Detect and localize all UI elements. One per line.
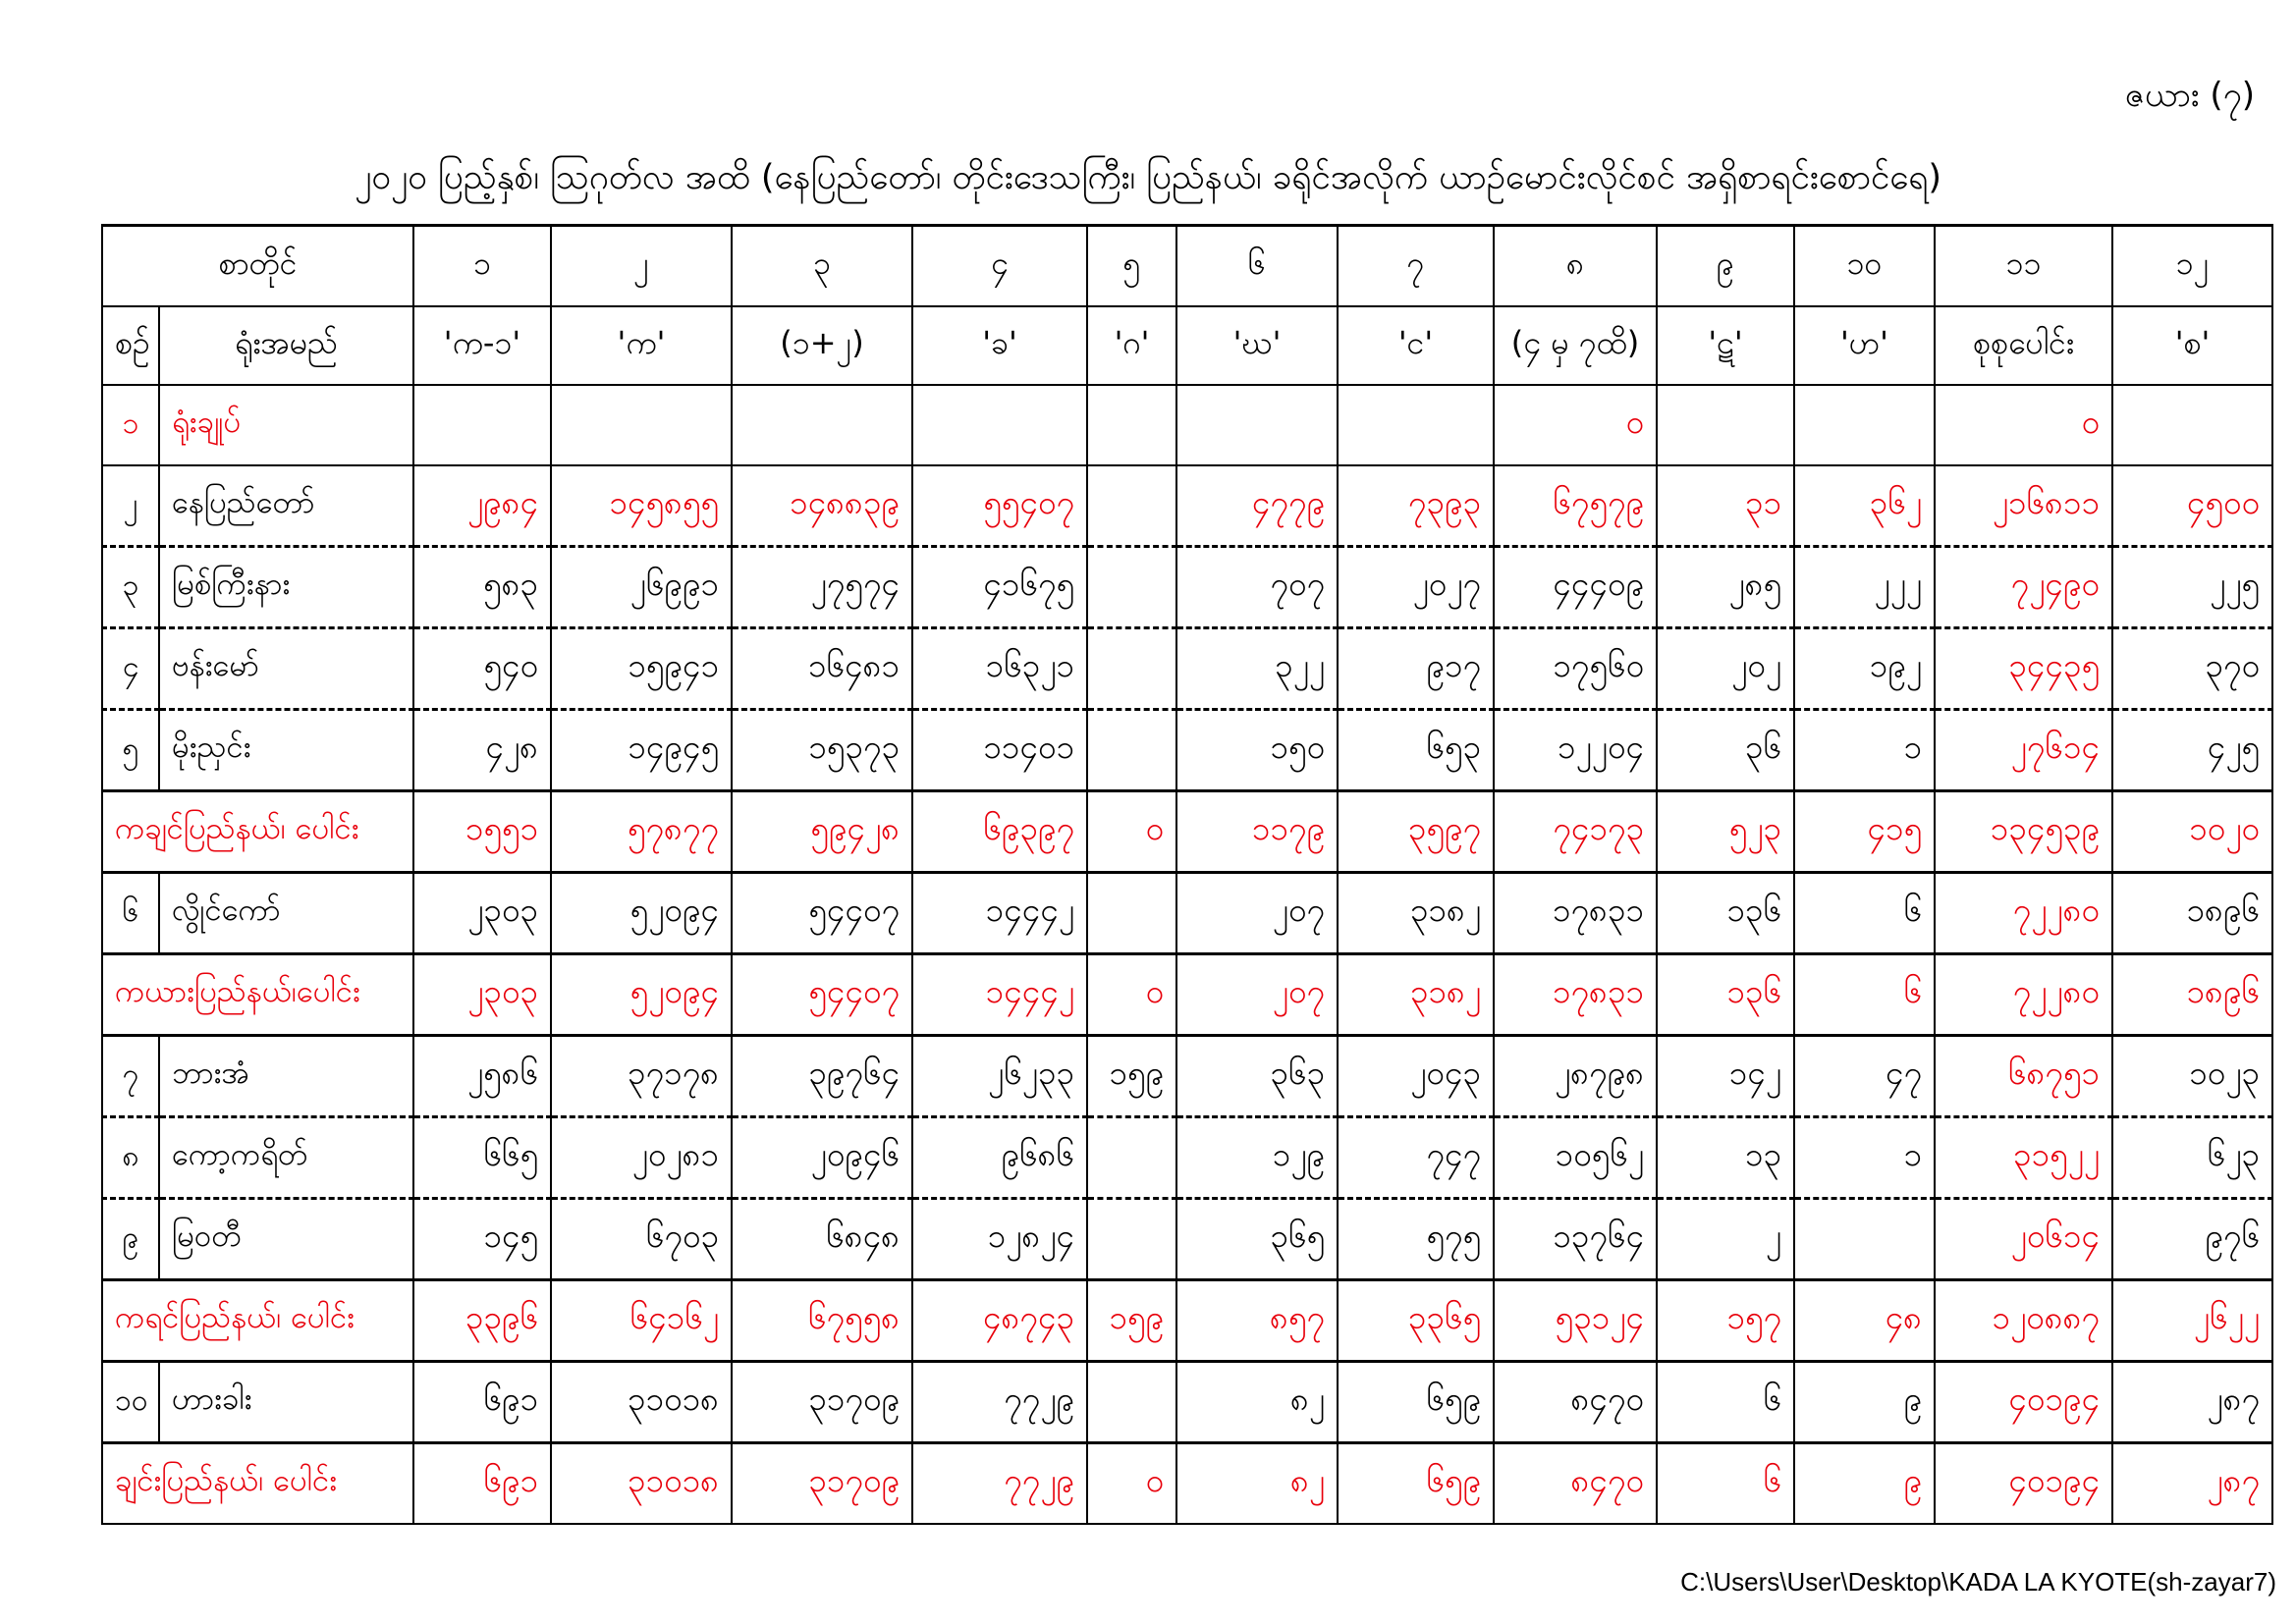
license-type-header: 'စ'	[2112, 306, 2272, 385]
office-name: ဟားခါး	[159, 1362, 413, 1443]
table-cell	[1087, 873, 1176, 954]
table-cell: ၇၇၂၉	[912, 1443, 1087, 1525]
table-cell: ၆၇၅၇၉	[1494, 465, 1657, 547]
table-cell: ၈၄၇၀	[1494, 1443, 1657, 1525]
table-cell	[1087, 1117, 1176, 1199]
table-number-label: ဇယား (၇)	[2124, 76, 2255, 115]
license-table	[101, 224, 2273, 1525]
table-cell: ၃၁	[1657, 465, 1794, 547]
table-cell	[1176, 385, 1338, 465]
table-cell: ၆၂၃	[2112, 1117, 2272, 1199]
table-cell: ၆၅၃	[1338, 710, 1494, 791]
table-cell: ၃၆	[1657, 710, 1794, 791]
table-cell: ၂၈၅	[1657, 547, 1794, 628]
table-cell: ၀	[1087, 954, 1176, 1036]
table-cell: ၀	[1087, 1443, 1176, 1525]
serial-number: ၅	[102, 710, 159, 791]
table-cell: ၁၄၅	[413, 1199, 551, 1280]
table-row	[102, 1280, 2272, 1362]
table-cell: ၅၉၄၂၈	[732, 791, 912, 873]
table-cell: ၁၇၈၃၁	[1494, 954, 1657, 1036]
table-cell: ၁၄၈၈၃၉	[732, 465, 912, 547]
table-cell: ၁၃	[1657, 1117, 1794, 1199]
table-cell: ၁၅၀	[1176, 710, 1338, 791]
table-cell	[1087, 547, 1176, 628]
table-cell: ၁၈၉၆	[2112, 954, 2272, 1036]
table-cell: ၉၁၇	[1338, 628, 1494, 710]
table-cell: ၆၆၅	[413, 1117, 551, 1199]
table-cell	[1338, 385, 1494, 465]
page-title: ၂၀၂၀ ပြည့်နှစ်၊ ဩဂုတ်လ အထိ (နေပြည်တော်၊ တိုင်းဒေသကြီး၊ ပြည်နယ်၊ ခရိုင်အလိုက် ယာဉ်မောင်းလိုင်စင် အရှိစာရင်းစောင်ရေ)	[355, 158, 1941, 197]
table-cell: ၂၇၅၇၄	[732, 547, 912, 628]
table-cell: ၁၁၇၉	[1176, 791, 1338, 873]
table-cell: ၁	[1794, 710, 1935, 791]
table-cell: ၁၂၈၂၄	[912, 1199, 1087, 1280]
table-row	[102, 1362, 2272, 1443]
table-cell: ၂	[1657, 1199, 1794, 1280]
table-cell: ၃၁၀၁၈	[551, 1443, 732, 1525]
table-cell: ၂၃၀၃	[413, 954, 551, 1036]
table-cell: ၂၇၆၁၄	[1935, 710, 2112, 791]
table-cell	[1087, 1362, 1176, 1443]
table-cell: ၃၁၈၂	[1338, 873, 1494, 954]
table-cell: ၃၆၂	[1794, 465, 1935, 547]
table-cell: ၃၁၇၀၉	[732, 1362, 912, 1443]
table-cell: ၆၉၃၉၇	[912, 791, 1087, 873]
table-cell: ၃၁၇၀၉	[732, 1443, 912, 1525]
table-cell: ၀	[1494, 385, 1657, 465]
table-cell: ၉၇၆	[2112, 1199, 2272, 1280]
table-cell: ၂၆၂၃၃	[912, 1036, 1087, 1117]
table-cell: ၂၀၂၇	[1338, 547, 1494, 628]
table-cell	[551, 385, 732, 465]
table-cell: ၂၀၉၄၆	[732, 1117, 912, 1199]
column-number: ၂	[551, 226, 732, 307]
table-cell: ၂၂၅	[2112, 547, 2272, 628]
table-cell: ၃၂၂	[1176, 628, 1338, 710]
column-number: ၁၂	[2112, 226, 2272, 307]
table-cell: ၁၄၉၄၅	[551, 710, 732, 791]
table-cell: ၁၅၉၄၁	[551, 628, 732, 710]
table-cell: ၇၂၂၈၀	[1935, 873, 2112, 954]
table-cell: ၃၃၆၅	[1338, 1280, 1494, 1362]
table-cell: ၇၄၁၇၃	[1494, 791, 1657, 873]
table-cell	[912, 385, 1087, 465]
column-number: ၅	[1087, 226, 1176, 307]
table-cell: ၄၄၄၀၉	[1494, 547, 1657, 628]
table-cell: ၄၁၆၇၅	[912, 547, 1087, 628]
table-cell	[1794, 385, 1935, 465]
table-cell: ၇၂၄၉၀	[1935, 547, 2112, 628]
office-name: ဗန်းမော်	[159, 628, 413, 710]
table-cell: ၁၇၅၆၀	[1494, 628, 1657, 710]
table-row	[102, 954, 2272, 1036]
table-cell: ၁၄၄၄၂	[912, 954, 1087, 1036]
subtotal-label: ကရင်ပြည်နယ်၊ ပေါင်း	[102, 1280, 413, 1362]
table-cell: ၂၀၇	[1176, 873, 1338, 954]
license-type-header: (၁+၂)	[732, 306, 912, 385]
table-cell: ၅၄၄၀၇	[732, 954, 912, 1036]
table-cell: ၁၅၇	[1657, 1280, 1794, 1362]
table-cell	[413, 385, 551, 465]
table-cell: ၅၅၄၀၇	[912, 465, 1087, 547]
table-cell: ၆၉၁	[413, 1362, 551, 1443]
subtotal-label: ကယားပြည်နယ်၊ပေါင်း	[102, 954, 413, 1036]
table-cell: ၁၆၃၂၁	[912, 628, 1087, 710]
office-name: လွိုင်ကော်	[159, 873, 413, 954]
table-cell: ၁၄၂	[1657, 1036, 1794, 1117]
table-cell: ၂၅၈၆	[413, 1036, 551, 1117]
table-cell: ၁၀၅၆၂	[1494, 1117, 1657, 1199]
table-cell: ၃၆၃	[1176, 1036, 1338, 1117]
serial-number: ၁	[102, 385, 159, 465]
serial-number: ၃	[102, 547, 159, 628]
table-cell: ၈၅၇	[1176, 1280, 1338, 1362]
table-cell	[1087, 385, 1176, 465]
table-cell: ၅၄၄၀၇	[732, 873, 912, 954]
table-cell: ၅၈၃	[413, 547, 551, 628]
table-cell: ၃၇၁၇၈	[551, 1036, 732, 1117]
table-cell: ၆၇၀၃	[551, 1199, 732, 1280]
table-cell: ၂၈၇	[2112, 1443, 2272, 1525]
table-cell: ၁၄၅၈၅၅	[551, 465, 732, 547]
table-cell: ၁၁၄၀၁	[912, 710, 1087, 791]
table-cell: ၂၈၇၉၈	[1494, 1036, 1657, 1117]
table-cell: ၃၉၇၆၄	[732, 1036, 912, 1117]
table-cell: ၁၃၆	[1657, 873, 1794, 954]
table-cell: ၁၅၃၇၃	[732, 710, 912, 791]
table-cell: ၃၇၀	[2112, 628, 2272, 710]
serial-number: ၈	[102, 1117, 159, 1199]
table-cell: ၂၆၉၉၁	[551, 547, 732, 628]
table-cell: ၇၀၇	[1176, 547, 1338, 628]
table-cell: ၃၄၄၃၅	[1935, 628, 2112, 710]
table-cell: ၂၁၆၈၁၁	[1935, 465, 2112, 547]
table-cell	[1794, 1199, 1935, 1280]
table-cell: ၁၅၉	[1087, 1280, 1176, 1362]
office-name: မိုးညှင်း	[159, 710, 413, 791]
table-cell: ၆၇၅၅၈	[732, 1280, 912, 1362]
table-cell: ၂၆၂၂	[2112, 1280, 2272, 1362]
table-cell: ၀	[1935, 385, 2112, 465]
table-cell: ၇၇၂၉	[912, 1362, 1087, 1443]
table-cell: ၁၆၄၈၁	[732, 628, 912, 710]
column-group-label: စာတိုင်	[102, 226, 413, 307]
license-type-header: 'ဟ'	[1794, 306, 1935, 385]
office-name: နေပြည်တော်	[159, 465, 413, 547]
table-cell: ၃၁၈၂	[1338, 954, 1494, 1036]
table-cell	[1087, 465, 1176, 547]
table-cell: ၂၂၂	[1794, 547, 1935, 628]
table-cell: ၃၆၅	[1176, 1199, 1338, 1280]
serial-number: ၁၀	[102, 1362, 159, 1443]
table-cell: ၀	[1087, 791, 1176, 873]
table-cell: ၆၅၉	[1338, 1443, 1494, 1525]
column-number: ၁၀	[1794, 226, 1935, 307]
table-cell: ၂၀၇	[1176, 954, 1338, 1036]
table-row	[102, 791, 2272, 873]
table-cell: ၄၈	[1794, 1280, 1935, 1362]
table-cell: ၂၀၆၁၄	[1935, 1199, 2112, 1280]
table-cell	[2112, 385, 2272, 465]
table-cell: ၈၂	[1176, 1443, 1338, 1525]
office-name: ဘားအံ	[159, 1036, 413, 1117]
table-row	[102, 1199, 2272, 1280]
table-cell: ၂၃၀၃	[413, 873, 551, 954]
table-cell	[1087, 628, 1176, 710]
license-type-header: 'င'	[1338, 306, 1494, 385]
table-cell: ၁၃၄၅၃၉	[1935, 791, 2112, 873]
license-type-header: 'က-၁'	[413, 306, 551, 385]
table-cell: ၅၂၃	[1657, 791, 1794, 873]
table-row	[102, 710, 2272, 791]
table-cell: ၅၂၀၉၄	[551, 873, 732, 954]
table-cell: ၁၀၂၃	[2112, 1036, 2272, 1117]
table-cell	[1087, 710, 1176, 791]
office-name-header: ရုံးအမည်	[159, 306, 413, 385]
table-cell: ၄၅၀၀	[2112, 465, 2272, 547]
serial-number: ၂	[102, 465, 159, 547]
table-cell: ၅၇၅	[1338, 1199, 1494, 1280]
table-cell: ၉	[1794, 1443, 1935, 1525]
table-cell: ၃၁၀၁၈	[551, 1362, 732, 1443]
license-type-header: စုစုပေါင်း	[1935, 306, 2112, 385]
table-cell: ၅၂၀၉၄	[551, 954, 732, 1036]
column-number: ၁၁	[1935, 226, 2112, 307]
table-cell	[732, 385, 912, 465]
office-name: ကော့ကရိတ်	[159, 1117, 413, 1199]
table-cell: ၁၄၄၄၂	[912, 873, 1087, 954]
serial-number: ၆	[102, 873, 159, 954]
license-type-header: 'ခ'	[912, 306, 1087, 385]
serial-number: ၉	[102, 1199, 159, 1280]
table-cell: ၉	[1794, 1362, 1935, 1443]
table-cell: ၅၃၁၂၄	[1494, 1280, 1657, 1362]
table-row	[102, 1117, 2272, 1199]
column-number: ၄	[912, 226, 1087, 307]
license-type-header: 'ဂ'	[1087, 306, 1176, 385]
table-cell: ၆	[1794, 873, 1935, 954]
table-cell: ၄၈၇၄၃	[912, 1280, 1087, 1362]
table-row	[102, 1443, 2272, 1525]
table-cell: ၁၅၅၁	[413, 791, 551, 873]
table-cell: ၃၁၅၂၂	[1935, 1117, 2112, 1199]
table-cell: ၂၀၂	[1657, 628, 1794, 710]
table-cell: ၅၄၀	[413, 628, 551, 710]
table-cell: ၆၉၁	[413, 1443, 551, 1525]
table-row	[102, 547, 2272, 628]
table-cell: ၄၂၈	[413, 710, 551, 791]
license-type-header: 'က'	[551, 306, 732, 385]
table-cell: ၇၄၇	[1338, 1117, 1494, 1199]
table-cell: ၉၆၈၆	[912, 1117, 1087, 1199]
table-cell: ၁၂၂၀၄	[1494, 710, 1657, 791]
table-row	[102, 1036, 2272, 1117]
table-cell: ၄၀၁၉၄	[1935, 1443, 2112, 1525]
license-type-header: 'ဃ'	[1176, 306, 1338, 385]
table-cell: ၃၅၉၇	[1338, 791, 1494, 873]
table-cell: ၄၇၇၉	[1176, 465, 1338, 547]
table-cell: ၁	[1794, 1117, 1935, 1199]
column-number: ၉	[1657, 226, 1794, 307]
serial-header: စဉ်	[102, 306, 159, 385]
table-cell: ၁၅၉	[1087, 1036, 1176, 1117]
column-number: ၃	[732, 226, 912, 307]
serial-number: ၇	[102, 1036, 159, 1117]
table-cell	[1657, 385, 1794, 465]
table-cell: ၄၇	[1794, 1036, 1935, 1117]
table-cell: ၁၉၂	[1794, 628, 1935, 710]
table-cell: ၅၇၈၇၇	[551, 791, 732, 873]
table-cell: ၄၁၅	[1794, 791, 1935, 873]
table-cell: ၁၈၉၆	[2112, 873, 2272, 954]
table-cell: ၁၀၂၀	[2112, 791, 2272, 873]
table-cell	[1087, 1199, 1176, 1280]
table-cell: ၆၈၄၈	[732, 1199, 912, 1280]
table-cell: ၁၃၆	[1657, 954, 1794, 1036]
table-cell: ၂၀၄၃	[1338, 1036, 1494, 1117]
table-cell: ၄၀၁၉၄	[1935, 1362, 2112, 1443]
license-type-header: 'ဋ'	[1657, 306, 1794, 385]
table-row	[102, 385, 2272, 465]
table-cell: ၂၀၂၈၁	[551, 1117, 732, 1199]
table-cell: ၁၂၉	[1176, 1117, 1338, 1199]
column-number: ၆	[1176, 226, 1338, 307]
table-cell: ၈၂	[1176, 1362, 1338, 1443]
table-cell: ၂၈၇	[2112, 1362, 2272, 1443]
table-cell: ၃၃၉၆	[413, 1280, 551, 1362]
table-row	[102, 628, 2272, 710]
table-cell: ၄၂၅	[2112, 710, 2272, 791]
column-number: ၈	[1494, 226, 1657, 307]
serial-number: ၄	[102, 628, 159, 710]
table-cell: ၁၂၀၈၈၇	[1935, 1280, 2112, 1362]
table-cell: ၂၉၈၄	[413, 465, 551, 547]
table-cell: ၇၃၉၃	[1338, 465, 1494, 547]
table-row	[102, 873, 2272, 954]
table-cell: ၁၇၈၃၁	[1494, 873, 1657, 954]
table-cell: ၆၈၇၅၁	[1935, 1036, 2112, 1117]
file-path: C:\Users\User\Desktop\KADA LA KYOTE(sh-zayar7)	[1680, 1567, 2276, 1597]
column-number: ၇	[1338, 226, 1494, 307]
column-number: ၁	[413, 226, 551, 307]
table-cell: ၁၃၇၆၄	[1494, 1199, 1657, 1280]
table-cell: ၆၅၉	[1338, 1362, 1494, 1443]
table-cell: ၇၂၂၈၀	[1935, 954, 2112, 1036]
subtotal-label: ကချင်ပြည်နယ်၊ ပေါင်း	[102, 791, 413, 873]
license-type-header: (၄ မှ ၇ထိ)	[1494, 306, 1657, 385]
table-cell: ၆	[1794, 954, 1935, 1036]
table-row	[102, 465, 2272, 547]
table-cell: ၆	[1657, 1443, 1794, 1525]
table-cell: ၆၄၁၆၂	[551, 1280, 732, 1362]
table-cell: ၈၄၇၀	[1494, 1362, 1657, 1443]
office-name: မြစ်ကြီးနား	[159, 547, 413, 628]
office-name: ရုံးချုပ်	[159, 385, 413, 465]
subtotal-label: ချင်းပြည်နယ်၊ ပေါင်း	[102, 1443, 413, 1525]
table-cell: ၆	[1657, 1362, 1794, 1443]
office-name: မြဝတီ	[159, 1199, 413, 1280]
